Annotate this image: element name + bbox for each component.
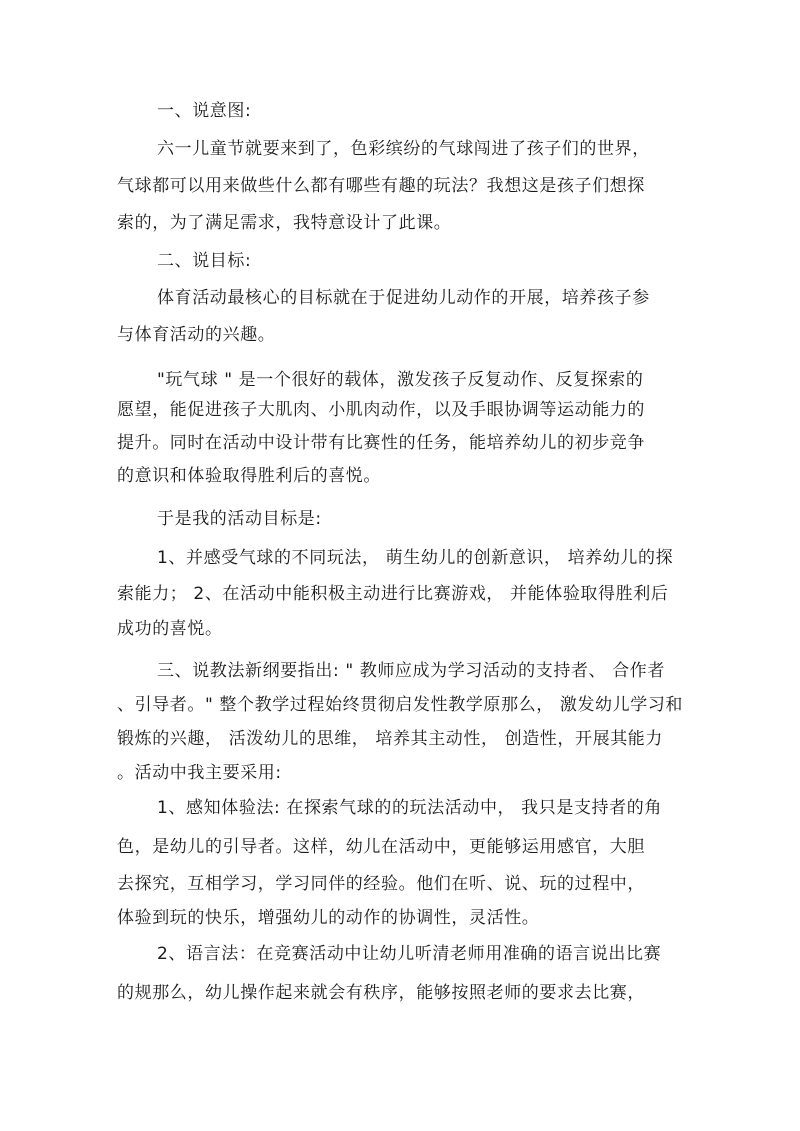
paragraph-line: 与体育活动的兴趣。 — [117, 325, 276, 345]
paragraph-line: 提升。同时在活动中设计带有比赛性的任务，能培养幼儿的初步竞争 — [117, 433, 645, 453]
paragraph-line: 、引导者。" 整个教学过程始终贯彻启发性教学原那么， 激发幼儿学习和 — [117, 695, 684, 715]
paragraph-line: 2、语言法：在竞赛活动中让幼儿听清老师用准确的语言说出比赛 — [157, 944, 662, 964]
paragraph-line: 气球都可以用来做些什么都有哪些有趣的玩法？我想这是孩子们想探 — [117, 176, 645, 196]
paragraph-line: 色，是幼儿的引导者。这样，幼儿在活动中，更能够运用感官，大胆 — [117, 837, 645, 857]
paragraph-line: 愿望，能促进孩子大肌肉、小肌肉动作，以及手眼协调等运动能力的 — [117, 400, 645, 420]
paragraph-line: 六一儿童节就要来到了，色彩缤纷的气球闯进了孩子们的世界， — [157, 139, 650, 159]
heading-teaching-method: 三、说教法新纲要指出: " 教师应成为学习活动的支持者、 合作者 — [157, 661, 665, 681]
paragraph-line: 的规那么，幼儿操作起来就会有秩序，能够按照老师的要求去比赛， — [117, 983, 645, 1003]
paragraph-line: 索的，为了满足需求，我特意设计了此课。 — [117, 213, 452, 233]
paragraph-line: 体育活动最核心的目标就在于促进幼儿动作的开展，培养孩子参 — [157, 288, 650, 308]
heading-goals: 二、说目标: — [157, 251, 252, 271]
heading-intention: 一、说意图: — [157, 101, 252, 121]
paragraph-line: 的意识和体验取得胜利后的喜悦。 — [117, 466, 381, 486]
paragraph-line: 体验到玩的快乐，增强幼儿的动作的协调性，灵活性。 — [117, 908, 540, 928]
paragraph-line: 去探究，互相学习，学习同伴的经验。他们在听、说、玩的过程中， — [117, 874, 645, 894]
paragraph-line: 成功的喜悦。 — [117, 619, 223, 639]
paragraph-line: 1、并感受气球的不同玩法， 萌生幼儿的创新意识， 培养幼儿的探 — [157, 548, 674, 568]
paragraph-line: 索能力； 2、在活动中能积极主动进行比赛游戏， 并能体验取得胜利后 — [117, 584, 669, 604]
paragraph-line: 1、感知体验法: 在探索气球的的玩法活动中， 我只是支持者的角 — [157, 798, 662, 818]
paragraph-line: "玩气球 " 是一个很好的载体，激发孩子反复动作、反复探索的 — [157, 370, 644, 390]
paragraph-line: 锻炼的兴趣， 活泼幼儿的思维， 培养其主动性， 创造性，开展其能力 — [117, 729, 664, 749]
paragraph-line: 。活动中我主要采用: — [117, 763, 282, 783]
paragraph-line: 于是我的活动目标是: — [157, 509, 322, 529]
